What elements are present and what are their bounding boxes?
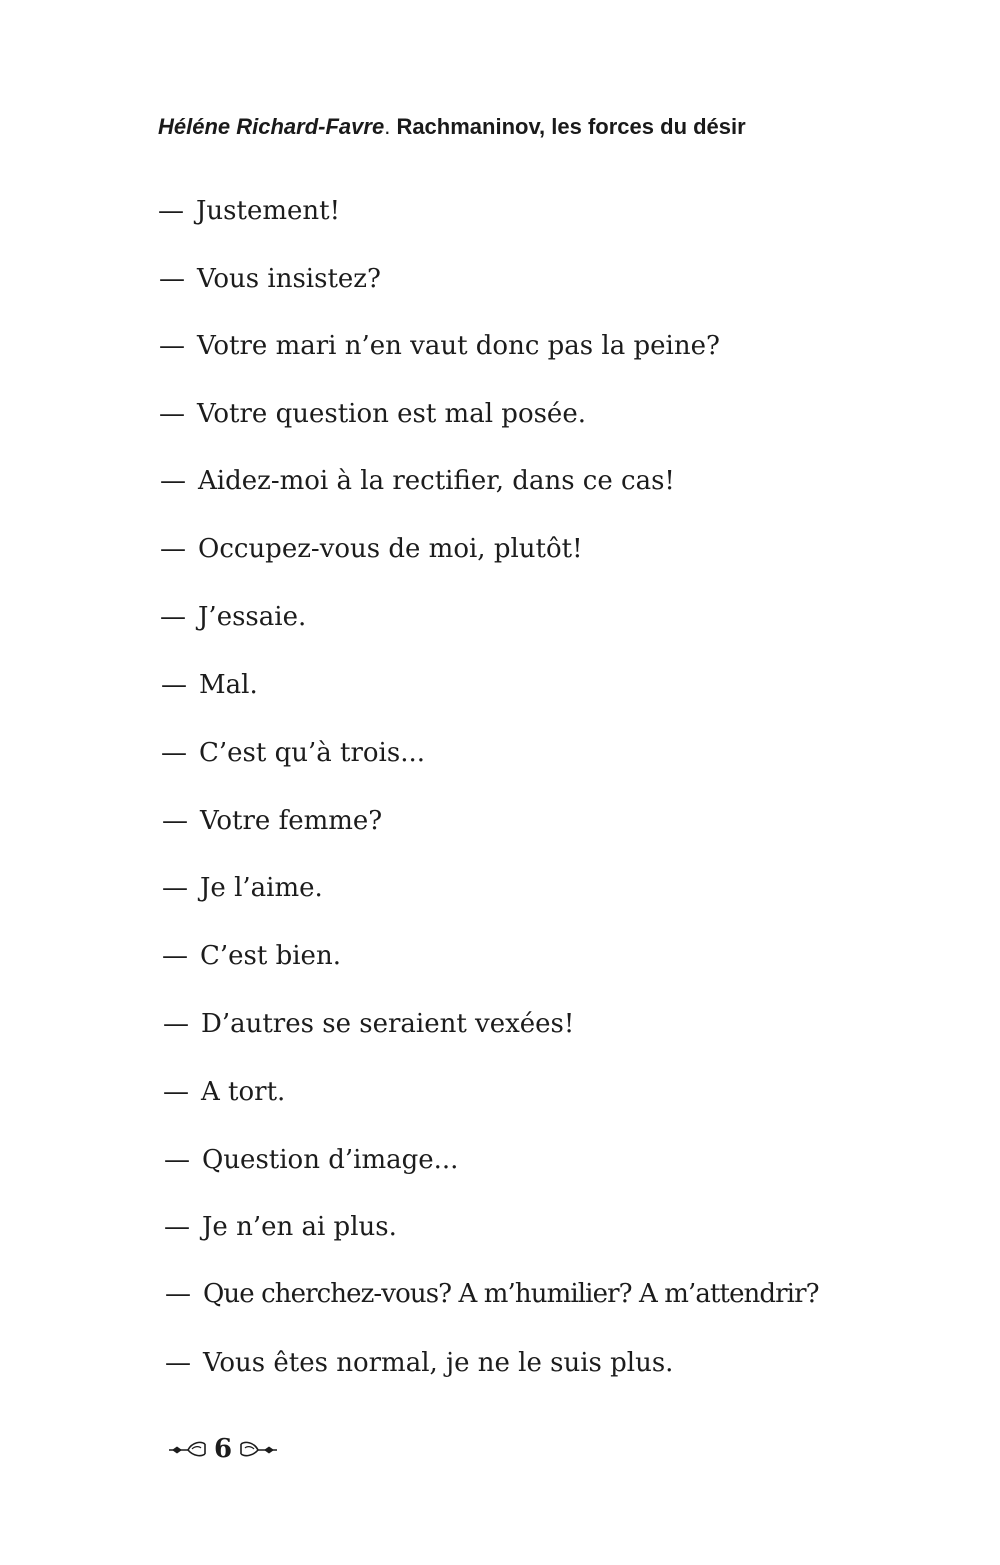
dialogue-text: Vous êtes normal, je ne le suis plus. bbox=[203, 1348, 674, 1378]
dialogue-text: Votre mari n’en vaut donc pas la peine? bbox=[197, 331, 720, 361]
dialogue-line bbox=[164, 1145, 458, 1175]
page-number: 6 bbox=[214, 1434, 233, 1464]
dialogue-dash: — bbox=[165, 1348, 191, 1378]
dialogue-line bbox=[160, 602, 306, 632]
dialogue-line bbox=[159, 264, 381, 294]
dialogue-text: Question d’image... bbox=[202, 1145, 459, 1175]
dialogue-dash: — bbox=[163, 1077, 189, 1107]
dialogue-line bbox=[165, 1279, 819, 1309]
dialogue-dash: — bbox=[164, 1145, 190, 1175]
dialogue-text: Votre femme? bbox=[200, 806, 383, 836]
dialogue-text: Je l’aime. bbox=[200, 873, 323, 903]
dialogue-dash: — bbox=[162, 941, 188, 971]
dialogue-line bbox=[165, 1348, 673, 1378]
dialogue-text: J’essaie. bbox=[198, 602, 307, 632]
dialogue-dash: — bbox=[160, 534, 186, 564]
dialogue-text: Aidez-moi à la rectifier, dans ce cas! bbox=[198, 466, 675, 496]
dialogue-text: Que cherchez-vous? A m’humilier? A m’attendrir? bbox=[203, 1279, 819, 1309]
dialogue-line bbox=[162, 806, 382, 836]
left-ornament-icon bbox=[168, 1436, 208, 1462]
dialogue-text: Je n’en ai plus. bbox=[202, 1212, 397, 1242]
folio bbox=[168, 1434, 278, 1464]
dialogue-dash: — bbox=[162, 806, 188, 836]
dialogue-line bbox=[162, 941, 341, 971]
dialogue-dash: — bbox=[162, 873, 188, 903]
dialogue-line bbox=[163, 1077, 285, 1107]
dialogue-dash: — bbox=[160, 602, 186, 632]
dialogue-dash: — bbox=[159, 331, 185, 361]
dialogue-text: D’autres se seraient vexées! bbox=[201, 1009, 575, 1039]
dialogue-line bbox=[159, 399, 586, 429]
dialogue-dash: — bbox=[161, 738, 187, 768]
dialogue-text: Votre question est mal posée. bbox=[197, 399, 586, 429]
dialogue-text: Vous insistez? bbox=[197, 264, 381, 294]
dialogue-dash: — bbox=[163, 1009, 189, 1039]
dialogue-dash: — bbox=[158, 196, 184, 226]
dialogue-text: A tort. bbox=[201, 1077, 286, 1107]
dialogue-dash: — bbox=[165, 1279, 191, 1309]
running-head-author: Héléne Richard-Favre bbox=[158, 114, 385, 139]
dialogue-dash: — bbox=[161, 670, 187, 700]
dialogue-text: Justement! bbox=[196, 196, 341, 226]
dialogue-text: C’est bien. bbox=[200, 941, 341, 971]
dialogue-text: Occupez-vous de moi, plutôt! bbox=[198, 534, 583, 564]
right-ornament-icon bbox=[238, 1436, 278, 1462]
dialogue-dash: — bbox=[159, 264, 185, 294]
dialogue-line bbox=[161, 738, 425, 768]
running-head-separator: . bbox=[384, 114, 397, 139]
dialogue-dash: — bbox=[164, 1212, 190, 1242]
dialogue-dash: — bbox=[159, 399, 185, 429]
dialogue-text: C’est qu’à trois... bbox=[199, 738, 426, 768]
running-head-title: Rachmaninov, les forces du désir bbox=[396, 114, 746, 139]
dialogue-line bbox=[160, 534, 583, 564]
dialogue-line bbox=[163, 1009, 574, 1039]
dialogue-line bbox=[160, 466, 675, 496]
dialogue-text: Mal. bbox=[199, 670, 258, 700]
dialogue-line bbox=[164, 1212, 397, 1242]
dialogue-dash: — bbox=[160, 466, 186, 496]
dialogue-line bbox=[159, 331, 720, 361]
dialogue-line bbox=[161, 670, 258, 700]
dialogue-line bbox=[162, 873, 323, 903]
dialogue-line bbox=[158, 196, 340, 226]
